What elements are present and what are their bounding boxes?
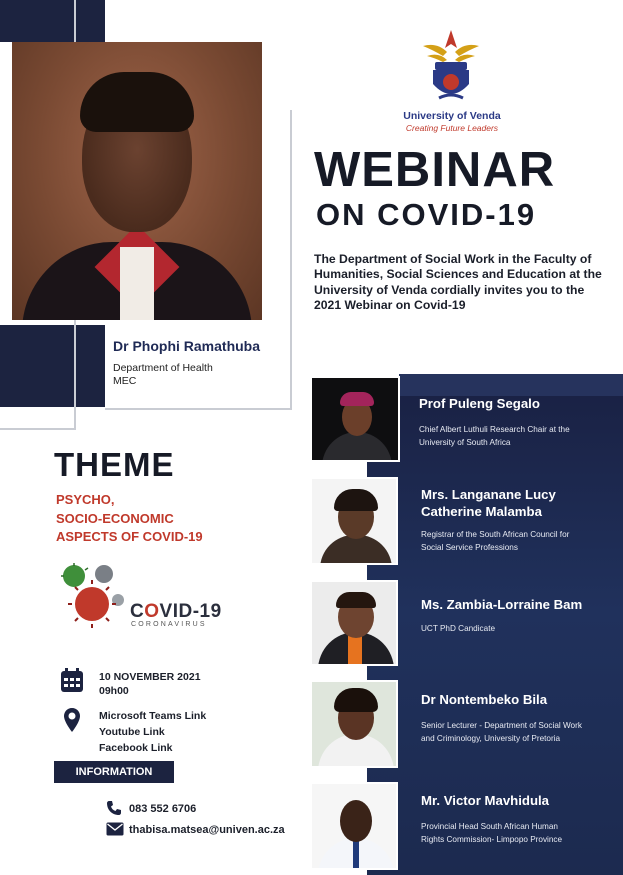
- university-name: University of Venda: [403, 110, 501, 122]
- teams-link[interactable]: Microsoft Teams Link: [99, 710, 207, 722]
- speaker-role-line: Social Service Professions: [421, 543, 518, 552]
- covid-logo-subtitle: CORONAVIRUS: [131, 621, 207, 628]
- speaker-role-line: and Criminology, University of Pretoria: [421, 734, 561, 743]
- speaker-name: Prof Puleng Segalo: [419, 396, 540, 411]
- host-department: [113, 362, 213, 388]
- speaker-role-line: Provincial Head South African Human: [421, 822, 558, 831]
- decor-frame-line: [105, 408, 291, 410]
- theme-text: [56, 491, 203, 547]
- decor-frame-line: [290, 110, 292, 410]
- host-name: Dr Phophi Ramathuba: [113, 338, 261, 354]
- youtube-link[interactable]: Youtube Link: [99, 726, 165, 738]
- host-portrait: [12, 42, 262, 320]
- decor-navy-block-left: [0, 325, 105, 407]
- page-subtitle: ON COVID-19: [316, 197, 537, 232]
- speaker-photo: [310, 782, 398, 870]
- location-pin-icon: [63, 707, 81, 733]
- event-time: 09h00: [99, 685, 129, 697]
- page-title: WEBINAR: [314, 143, 556, 197]
- event-date: 10 NOVEMBER 2021: [99, 671, 201, 683]
- email-icon: [106, 822, 124, 836]
- speaker-role: [419, 423, 570, 449]
- speaker-panel-header: [399, 374, 623, 396]
- facebook-link[interactable]: Facebook Link: [99, 742, 173, 754]
- speaker-name-line: Catherine Malamba: [421, 504, 542, 519]
- speaker-photo: [310, 477, 398, 565]
- coronavirus-icon: [52, 560, 132, 630]
- theme-line: SOCIO-ECONOMIC: [56, 510, 174, 526]
- speaker-photo: [310, 376, 400, 462]
- speaker-name: Ms. Zambia-Lorraine Bam: [421, 597, 583, 612]
- theme-line: PSYCHO,: [56, 492, 115, 507]
- speaker-role-line: University of South Africa: [419, 438, 511, 447]
- calendar-icon: [60, 667, 84, 693]
- speaker-role: [421, 719, 582, 745]
- covid-logo-text: C: [130, 601, 145, 622]
- university-tagline: Creating Future Leaders: [405, 123, 499, 133]
- speaker-photo: [310, 580, 398, 666]
- theme-heading: THEME: [54, 446, 175, 483]
- speaker-role-line: Senior Lecturer - Department of Social Work: [421, 721, 582, 730]
- speaker-name: [421, 486, 556, 520]
- host-dept-line: MEC: [113, 375, 137, 387]
- decor-navy-block-top: [0, 0, 105, 42]
- covid-logo-text: VID-19: [159, 601, 222, 622]
- speaker-name-line: Mrs. Langanane Lucy: [421, 487, 556, 502]
- speaker-role-line: Registrar of the South African Council for: [421, 530, 570, 539]
- covid-logo-text: O: [144, 601, 160, 622]
- speaker-role: [421, 622, 495, 635]
- speaker-role: [421, 820, 562, 846]
- event-links: [99, 708, 206, 756]
- event-datetime: [99, 670, 201, 698]
- speaker-name: Dr Nontembeko Bila: [421, 692, 548, 707]
- speaker-name: Mr. Victor Mavhidula: [421, 793, 549, 808]
- speaker-photo: [310, 680, 398, 768]
- speaker-role: [421, 528, 569, 554]
- intro-text: The Department of Social Work in the Faculty of Humanities, Social Sciences and Education at the University of Venda cordially invites you to the 2021 Webinar on Covid-19: [314, 252, 602, 313]
- phone-icon: [106, 800, 122, 816]
- covid-logo-title: [130, 601, 222, 623]
- university-crest-icon: [413, 26, 489, 108]
- phone-number[interactable]: 083 552 6706: [129, 803, 197, 815]
- theme-line: ASPECTS OF COVID-19: [56, 529, 203, 544]
- speaker-role-line: Chief Albert Luthuli Research Chair at the: [419, 425, 570, 434]
- speaker-role-line: UCT PhD Candicate: [421, 624, 496, 633]
- information-label: INFORMATION: [54, 761, 174, 783]
- host-dept-line: Department of Health: [113, 362, 213, 374]
- speaker-role-line: Rights Commission- Limpopo Province: [421, 835, 563, 844]
- email-address[interactable]: thabisa.matsea@univen.ac.za: [129, 824, 285, 836]
- decor-frame-line: [0, 428, 76, 430]
